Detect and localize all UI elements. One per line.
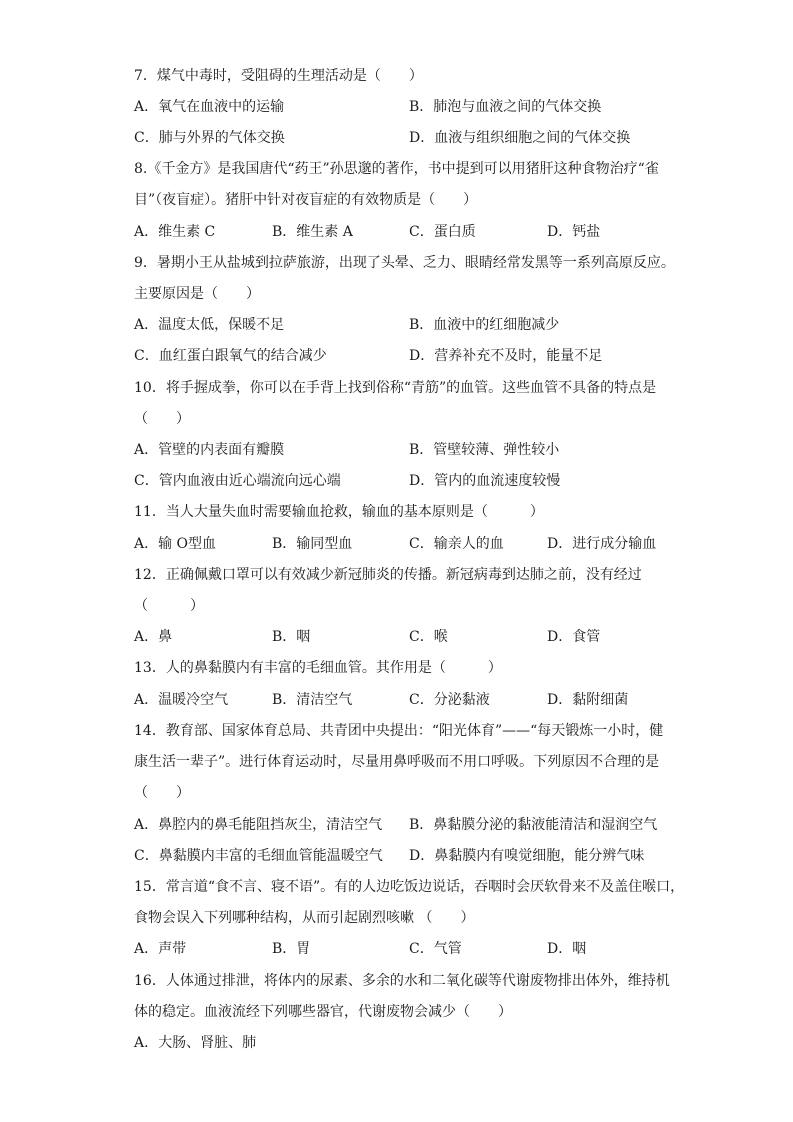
question-7-option-d: D．血液与组织细胞之间的气体交换 [409, 130, 631, 146]
question-7-option-b: B．肺泡与血液之间的气体交换 [409, 99, 602, 115]
question-15-option-c: C．气管 [409, 941, 462, 957]
question-15-stem-line-1: 15．常言道“食不言、寝不语”。有的人边吃饭边说话，吞咽时会厌软骨来不及盖住喉口， [134, 879, 685, 895]
question-16-stem-line-1: 16．人体通过排泄，将体内的尿素、多余的水和二氧化碳等代谢废物排出体外，维持机 [134, 973, 670, 989]
question-9-option-a: A．温度太低，保暖不足 [134, 317, 285, 333]
question-13-option-d: D．黏附细菌 [547, 692, 629, 708]
question-8-option-c: C．蛋白质 [409, 224, 476, 240]
question-11-option-a: A．输 O型血 [134, 536, 217, 552]
question-15-option-a: A．声带 [134, 941, 187, 957]
question-11-stem: 11．当人大量失血时需要输血抢救，输血的基本原则是（ ） [134, 504, 544, 520]
question-14-stem-line-1: 14．教育部、国家体育总局、共青团中央提出：“阳光体育”——“每天锻炼一小时，健 [134, 723, 664, 739]
question-7-option-c: C．肺与外界的气体交换 [134, 130, 285, 146]
question-14-option-c: C．鼻黏膜内丰富的毛细血管能温暖空气 [134, 848, 383, 864]
question-8-option-b: B．维生素 A [272, 224, 353, 240]
question-8-stem-line-1: 8.《千金方》是我国唐代“药王”孙思邈的著作，书中提到可以用猪肝这种食物治疗“雀 [134, 161, 659, 177]
question-14-stem-line-3: （ ） [134, 785, 190, 801]
question-16-stem-line-2: 体的稳定。血液流经下列哪些器官，代谢废物会减少（ ） [134, 1004, 512, 1020]
question-9-option-b: B．血液中的红细胞减少 [409, 317, 560, 333]
question-13-option-c: C．分泌黏液 [409, 692, 490, 708]
question-14-option-d: D．鼻黏膜内有嗅觉细胞，能分辨气味 [409, 848, 645, 864]
question-10-stem-line-2: （ ） [134, 411, 190, 427]
question-12-option-c: C．喉 [409, 629, 448, 645]
question-14-stem-line-2: 康生活一辈子”。进行体育运动时，尽量用鼻呼吸而不用口呼吸。下列原因不合理的是 [134, 754, 660, 770]
question-10-stem-line-1: 10．将手握成拳，你可以在手背上找到俗称“青筋”的血管。这些血管不具备的特点是 [134, 380, 657, 396]
question-9-stem-line-1: 9．暑期小王从盐城到拉萨旅游，出现了头晕、乏力、眼睛经常发黑等一系列高原反应。 [134, 255, 675, 271]
question-10-option-b: B．管壁较薄、弹性较小 [409, 442, 560, 458]
question-12-stem-line-1: 12．正确佩戴口罩可以有效减少新冠肺炎的传播。新冠病毒到达肺之前，没有经过 [134, 567, 642, 583]
question-12-stem-line-2: （ ） [134, 598, 204, 614]
question-7-stem: 7．煤气中毒时，受阻碍的生理活动是（ ） [134, 68, 423, 84]
question-15-stem-line-2: 食物会误入下列哪种结构，从而引起剧烈咳嗽 （ ） [134, 910, 475, 926]
question-12-option-d: D．食管 [547, 629, 601, 645]
question-8-option-d: D．钙盐 [547, 224, 601, 240]
question-8-stem-line-2: 目”（夜盲症）。猪肝中针对夜盲症的有效物质是（ ） [134, 192, 478, 208]
question-12-option-a: A．鼻 [134, 629, 173, 645]
question-16-option-a: A．大肠、肾脏、肺 [134, 1035, 257, 1051]
question-11-option-c: C．输亲人的血 [409, 536, 504, 552]
question-15-option-d: D．咽 [547, 941, 587, 957]
question-11-option-d: D．进行成分输血 [547, 536, 657, 552]
question-13-option-b: B．清洁空气 [272, 692, 353, 708]
question-14-option-b: B．鼻黏膜分泌的黏液能清洁和湿润空气 [409, 817, 658, 833]
question-9-stem-line-2: 主要原因是（ ） [134, 286, 260, 302]
question-8-option-a: A．维生素 C [134, 224, 216, 240]
question-9-option-d: D．营养补充不及时，能量不足 [409, 348, 603, 364]
question-10-option-d: D．管内的血流速度较慢 [409, 473, 561, 489]
question-10-option-c: C．管内血液由近心端流向远心端 [134, 473, 341, 489]
question-15-option-b: B．胃 [272, 941, 311, 957]
question-9-option-c: C．血红蛋白跟氧气的结合减少 [134, 348, 327, 364]
question-14-option-a: A．鼻腔内的鼻毛能阻挡灰尘，清洁空气 [134, 817, 383, 833]
question-12-option-b: B．咽 [272, 629, 311, 645]
question-11-option-b: B．输同型血 [272, 536, 353, 552]
question-10-option-a: A．管壁的内表面有瓣膜 [134, 442, 285, 458]
question-13-option-a: A．温暖冷空气 [134, 692, 229, 708]
question-13-stem: 13．人的鼻黏膜内有丰富的毛细血管。其作用是（ ） [134, 660, 502, 676]
question-7-option-a: A．氧气在血液中的运输 [134, 99, 285, 115]
